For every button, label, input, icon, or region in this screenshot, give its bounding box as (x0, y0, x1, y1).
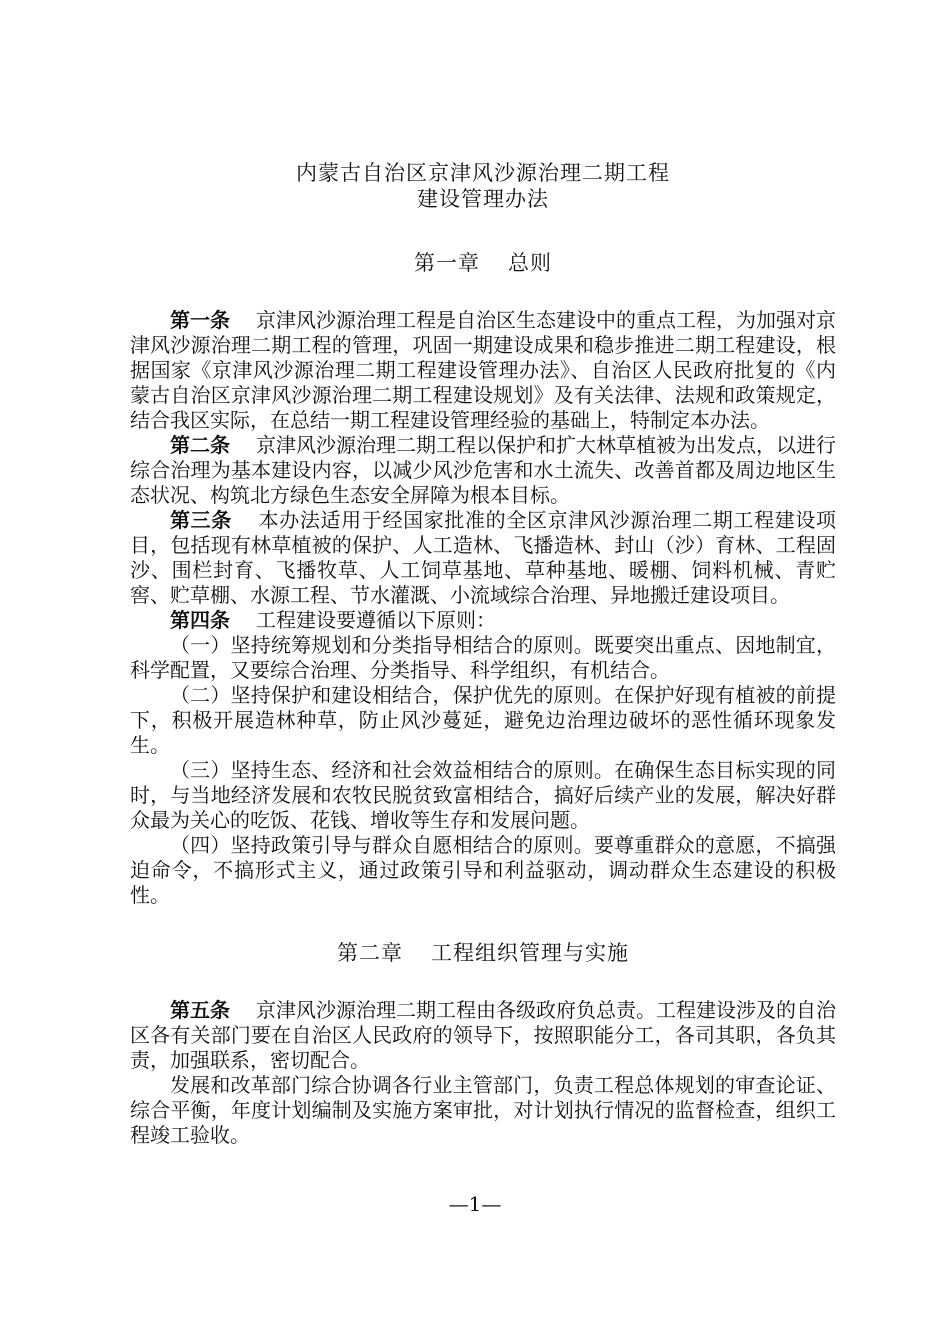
article-1 (130, 308, 836, 433)
chapter-1-heading (130, 250, 836, 276)
article-1-text: 京津风沙源治理工程是自治区生态建设中的重点工程，为加强对京津风沙源治理二期工程的管理，巩固一期建设成果和稳步推进二期工程建设，根据国家《京津风沙源治理二期工程建设管理办法》、自治区人民政府批复的《内蒙古自治区京津风沙源治理二期工程建设规划》及有关法律、法规和政策规定，结合我区实际，在总结一期工程建设管理经验的基础上，特制定本办法。 (130, 308, 836, 432)
article-3 (130, 508, 836, 608)
chapter-2-name: 工程组织管理与实施 (431, 941, 629, 965)
article-5-text: 京津风沙源治理二期工程由各级政府负总责。工程建设涉及的自治区各有关部门要在自治区人民政府的领导下，按照职能分工，各司其职，各负其责，加强联系，密切配合。 (130, 998, 836, 1072)
article-4 (130, 608, 836, 633)
chapter-1-number: 第一章 (414, 251, 480, 275)
article-3-text: 本办法适用于经国家批准的全区京津风沙源治理二期工程建设项目，包括现有林草植被的保护、人工造林、飞播造林、封山（沙）育林、工程固沙、围栏封育、飞播牧草、人工饲草基地、草种基地、暖棚、饲料机械、青贮窖、贮草棚、水源工程、节水灌溉、小流域综合治理、异地搬迁建设项目。 (130, 508, 837, 607)
title-line-1: 内蒙古自治区京津风沙源治理二期工程 (296, 161, 670, 185)
article-4-label: 第四条 (170, 608, 230, 632)
article-2-text: 京津风沙源治理二期工程以保护和扩大林草植被为出发点，以进行综合治理为基本建设内容，以减少风沙危害和水土流失、改善首都及周边地区生态状况、构筑北方绿色生态安全屏障为根本目标。 (130, 433, 836, 507)
article-5-label: 第五条 (170, 998, 230, 1022)
article-5-paragraph-2: 发展和改革部门综合协调各行业主管部门，负责工程总体规划的审查论证、综合平衡，年度计划编制及实施方案审批，对计划执行情况的监督检查，组织工程竣工验收。 (130, 1073, 836, 1147)
chapter-1-name: 总则 (508, 251, 552, 275)
article-2-label: 第二条 (170, 433, 230, 457)
document-body (130, 160, 836, 1148)
document-title (130, 160, 836, 212)
article-2 (130, 433, 836, 508)
title-line-2: 建设管理办法 (417, 187, 549, 211)
article-4-item-4: （四）坚持政策引导与群众自愿相结合的原则。要尊重群众的意愿，不搞强迫命令，不搞形式主义，通过政策引导和利益驱动，调动群众生态建设的积极性。 (130, 833, 836, 907)
page-number: —1— (448, 1192, 502, 1216)
article-5 (130, 998, 836, 1073)
article-4-text: 工程建设要遵循以下原则： (256, 608, 496, 632)
article-4-item-1: （一）坚持统筹规划和分类指导相结合的原则。既要突出重点、因地制宜，科学配置，又要综合治理、分类指导、科学组织，有机结合。 (130, 633, 836, 682)
article-4-item-3: （三）坚持生态、经济和社会效益相结合的原则。在确保生态目标实现的同时，与当地经济发展和农牧民脱贫致富相结合，搞好后续产业的发展，解决好群众最为关心的吃饭、花钱、增收等生存和发展问题。 (130, 758, 836, 832)
chapter-2-heading (130, 940, 836, 966)
article-1-label: 第一条 (170, 308, 230, 332)
article-4-item-2: （二）坚持保护和建设相结合，保护优先的原则。在保护好现有植被的前提下，积极开展造林种草，防止风沙蔓延，避免边治理边破坏的恶性循环现象发生。 (130, 683, 836, 757)
article-3-label: 第三条 (170, 508, 232, 532)
chapter-2-number: 第二章 (337, 941, 403, 965)
